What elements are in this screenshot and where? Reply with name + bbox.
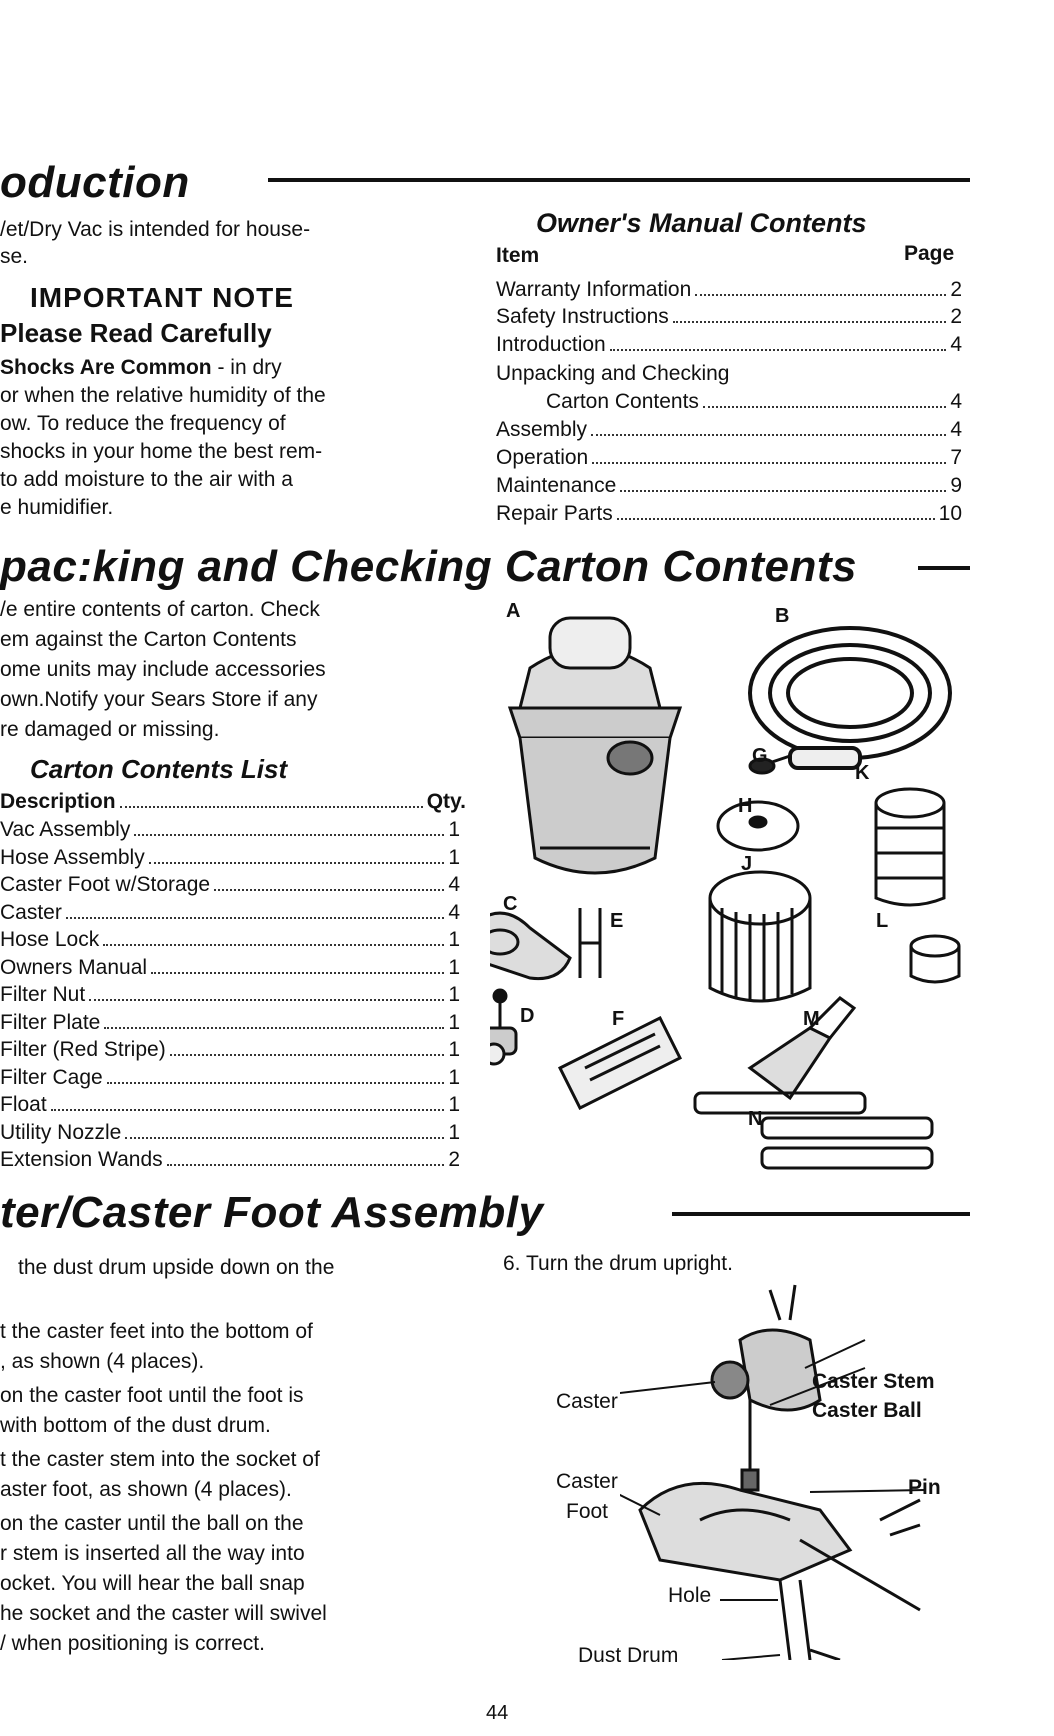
callout-caster-foot-1: Caster bbox=[556, 1470, 618, 1493]
part-label-k: K bbox=[855, 762, 870, 784]
carton-list-row bbox=[0, 1066, 460, 1090]
leader-dots bbox=[51, 1109, 445, 1111]
carton-item-description: Float bbox=[0, 1093, 47, 1116]
caster-step-line-6: t the caster stem into the socket of bbox=[0, 1448, 320, 1471]
part-label-d: D bbox=[520, 1005, 535, 1027]
shocks-line-5: e humidifier. bbox=[0, 496, 114, 519]
part-label-h: H bbox=[738, 795, 753, 817]
unpack-line-2: em against the Carton Contents bbox=[0, 628, 297, 651]
toc-page-number: 4 bbox=[950, 390, 962, 413]
filter-plate-drawing bbox=[718, 802, 798, 850]
callout-caster-stem: Caster Stem bbox=[812, 1370, 935, 1393]
carton-list-row bbox=[0, 1121, 460, 1145]
caster-step-line-12: / when positioning is correct. bbox=[0, 1632, 265, 1655]
carton-item-qty: 4 bbox=[448, 873, 460, 896]
callout-caster-ball: Caster Ball bbox=[812, 1399, 922, 1422]
carton-list-row bbox=[0, 1148, 460, 1172]
leader-dots bbox=[610, 349, 947, 351]
part-label-b: B bbox=[775, 605, 790, 627]
toc-item-header: Item bbox=[496, 244, 540, 267]
vac-assembly-drawing bbox=[510, 618, 680, 873]
toc-row bbox=[546, 390, 962, 414]
shocks-line-3: shocks in your home the best rem- bbox=[0, 440, 323, 463]
carton-item-description: Owners Manual bbox=[0, 955, 148, 979]
carton-list-row bbox=[0, 1011, 460, 1035]
carton-item-description: Extension Wands bbox=[0, 1148, 163, 1171]
carton-item-description: Caster bbox=[0, 900, 62, 924]
leader-dots bbox=[107, 1082, 445, 1084]
extension-wand-2-drawing bbox=[760, 1110, 940, 1170]
toc-page-number: 7 bbox=[950, 446, 962, 469]
toc-item-label: Introduction bbox=[496, 333, 606, 356]
leader-dots bbox=[620, 490, 946, 492]
carton-list-row bbox=[0, 873, 460, 897]
shocks-line-4: to add moisture to the air with a bbox=[0, 468, 293, 491]
toc-item-label: Assembly bbox=[496, 418, 588, 441]
leader-dots bbox=[591, 434, 946, 436]
toc-item-label: Maintenance bbox=[496, 474, 617, 497]
unpack-line-3: ome units may include accessories bbox=[0, 658, 326, 681]
leader-dots bbox=[66, 917, 444, 919]
toc-row bbox=[496, 474, 962, 498]
caster-heading-rule bbox=[672, 1212, 970, 1216]
part-label-c: C bbox=[503, 893, 518, 915]
carton-item-qty: 2 bbox=[448, 1148, 460, 1171]
toc-item-label: Carton Contents bbox=[546, 390, 699, 413]
heading-rule bbox=[268, 178, 970, 182]
toc-row bbox=[496, 362, 962, 386]
leader-dots bbox=[167, 1164, 445, 1166]
callout-hole: Hole bbox=[668, 1584, 712, 1607]
unpack-line-1: /e entire contents of carton. Check bbox=[0, 598, 320, 621]
caster-drawing bbox=[490, 990, 516, 1064]
carton-list-row bbox=[0, 1093, 460, 1117]
carton-item-qty: 4 bbox=[448, 900, 460, 924]
carton-list-row bbox=[0, 1038, 460, 1062]
toc-page-number: 9 bbox=[950, 474, 962, 497]
please-read-heading: Please Read Carefully bbox=[0, 318, 272, 348]
carton-item-qty: 1 bbox=[448, 818, 460, 841]
carton-item-qty: 1 bbox=[448, 983, 460, 1006]
shocks-line-1: or when the relative humidity of the bbox=[0, 384, 326, 407]
leader-dots bbox=[89, 999, 444, 1001]
caster-step-line-0: the dust drum upside down on the bbox=[18, 1256, 335, 1279]
leader-dots bbox=[214, 889, 444, 891]
caster-step-line-11: he socket and the caster will swivel bbox=[0, 1602, 327, 1625]
toc-row bbox=[496, 446, 962, 470]
carton-list-row bbox=[0, 901, 460, 925]
caster-step-line-8: on the caster until the ball on the bbox=[0, 1512, 304, 1535]
manual-contents-title: Owner's Manual Contents bbox=[536, 208, 867, 238]
toc-row bbox=[496, 418, 962, 442]
float-drawing bbox=[911, 936, 959, 982]
toc-row bbox=[496, 278, 962, 302]
carton-item-description: Caster Foot w/Storage bbox=[0, 873, 211, 896]
toc-item-label: Repair Parts bbox=[496, 502, 613, 525]
toc-item-label: Operation bbox=[496, 446, 589, 469]
carton-item-qty: 1 bbox=[448, 1093, 460, 1116]
callout-caster-foot-2: Foot bbox=[566, 1500, 609, 1523]
clip-drawing bbox=[580, 908, 600, 978]
toc-page-number: 10 bbox=[938, 502, 962, 525]
callout-pin: Pin bbox=[908, 1476, 941, 1499]
carton-item-qty: 1 bbox=[448, 845, 460, 869]
description-header: Description bbox=[0, 790, 116, 813]
caster-step-line-4: on the caster foot until the foot is bbox=[0, 1384, 304, 1407]
hose-assembly-drawing bbox=[750, 628, 950, 768]
carton-item-qty: 1 bbox=[448, 1010, 460, 1034]
carton-item-description: Vac Assembly bbox=[0, 818, 131, 841]
caster-step-line-3: , as shown (4 places). bbox=[0, 1350, 205, 1373]
utility-nozzle-drawing bbox=[750, 998, 854, 1098]
toc-page-number: 4 bbox=[950, 418, 962, 441]
carton-list-row bbox=[0, 846, 460, 870]
leader-dots bbox=[592, 462, 946, 464]
toc-item-label: Warranty Information bbox=[496, 278, 692, 301]
carton-item-description: Filter Nut bbox=[0, 983, 86, 1006]
part-label-j: J bbox=[741, 853, 753, 875]
callout-dust-drum: Dust Drum bbox=[578, 1644, 679, 1667]
introduction-heading: oduction bbox=[0, 158, 190, 207]
carton-list-title: Carton Contents List bbox=[30, 754, 288, 784]
toc-item-label: Safety Instructions bbox=[496, 305, 669, 328]
qty-header: Qty. bbox=[426, 790, 466, 813]
part-label-l: L bbox=[876, 910, 889, 932]
carton-item-description: Utility Nozzle bbox=[0, 1120, 122, 1144]
caster-step-line-7: aster foot, as shown (4 places). bbox=[0, 1478, 292, 1501]
caster-foot-drawing bbox=[490, 913, 570, 979]
carton-item-description: Filter (Red Stripe) bbox=[0, 1038, 166, 1061]
filter-drawing bbox=[710, 872, 810, 1001]
leader-dots bbox=[125, 1137, 444, 1139]
leader-dots bbox=[617, 518, 935, 520]
part-label-e: E bbox=[610, 910, 624, 932]
carton-list-row bbox=[0, 983, 460, 1007]
leader-dots bbox=[134, 834, 444, 836]
caster-step-line-2: t the caster feet into the bottom of bbox=[0, 1320, 313, 1343]
owners-manual-drawing bbox=[560, 1018, 680, 1108]
toc-item-label: Unpacking and Checking bbox=[496, 362, 730, 385]
part-label-m: M bbox=[803, 1008, 820, 1030]
shocks-heading: Shocks Are Common bbox=[0, 356, 212, 379]
part-label-a: A bbox=[506, 600, 521, 622]
leader-dots bbox=[120, 806, 423, 808]
carton-item-description: Hose Lock bbox=[0, 928, 100, 951]
toc-row bbox=[496, 333, 962, 357]
carton-item-description: Filter Cage bbox=[0, 1065, 103, 1089]
carton-list-row bbox=[0, 928, 460, 952]
caster-step-line-5: with bottom of the dust drum. bbox=[0, 1414, 271, 1437]
caster-step-line-9: r stem is inserted all the way into bbox=[0, 1542, 305, 1565]
intro-line-2: se. bbox=[0, 245, 29, 268]
unpacking-heading bbox=[0, 542, 857, 592]
carton-item-qty: 1 bbox=[448, 1038, 460, 1061]
filter-cage-drawing bbox=[876, 789, 944, 905]
carton-item-qty: 1 bbox=[448, 928, 460, 951]
leader-dots bbox=[104, 1027, 444, 1029]
unpack-line-5: re damaged or missing. bbox=[0, 718, 220, 741]
carton-item-qty: 1 bbox=[448, 955, 460, 979]
page-number: 44 bbox=[486, 1702, 509, 1724]
carton-list-header bbox=[0, 790, 466, 814]
toc-page-number: 2 bbox=[950, 278, 962, 301]
carton-item-description: Hose Assembly bbox=[0, 845, 145, 869]
unpack-line-4: own.Notify your Sears Store if any bbox=[0, 688, 318, 711]
toc-row bbox=[496, 305, 962, 329]
carton-parts-illustration bbox=[490, 598, 970, 1118]
caster-step-line-10: ocket. You will hear the ball snap bbox=[0, 1572, 305, 1595]
leader-dots bbox=[103, 944, 444, 946]
carton-list-row bbox=[0, 818, 460, 842]
shocks-text: - in dry bbox=[217, 356, 282, 379]
leader-dots bbox=[170, 1054, 445, 1056]
unpacking-heading-text: pac:king and Checking Carton Contents bbox=[0, 542, 858, 591]
leader-dots bbox=[149, 862, 445, 864]
toc-page-number: 2 bbox=[950, 305, 962, 328]
callout-caster: Caster bbox=[556, 1390, 618, 1413]
carton-item-qty: 1 bbox=[448, 1065, 460, 1089]
toc-row bbox=[496, 502, 962, 526]
carton-list-row bbox=[0, 956, 460, 980]
step-6-text: 6. Turn the drum upright. bbox=[503, 1252, 733, 1275]
part-label-g: G bbox=[752, 745, 768, 767]
part-label-f: F bbox=[612, 1008, 625, 1030]
important-note-heading: IMPORTANT NOTE bbox=[30, 282, 294, 313]
carton-item-qty: 1 bbox=[448, 1120, 460, 1144]
shocks-line-2: ow. To reduce the frequency of bbox=[0, 412, 286, 435]
part-label-n: N bbox=[748, 1108, 763, 1130]
toc-page-number: 4 bbox=[950, 333, 962, 356]
leader-dots bbox=[151, 972, 444, 974]
toc-page-header: Page bbox=[904, 242, 955, 265]
leader-dots bbox=[695, 294, 946, 296]
leader-dots bbox=[703, 406, 946, 408]
unpacking-heading-rule bbox=[918, 566, 970, 570]
leader-dots bbox=[673, 321, 947, 323]
intro-line-1: /et/Dry Vac is intended for house- bbox=[0, 218, 311, 241]
shocks-line-0 bbox=[0, 356, 282, 380]
carton-item-description: Filter Plate bbox=[0, 1010, 101, 1034]
caster-assembly-heading: ter/Caster Foot Assembly bbox=[0, 1188, 544, 1237]
